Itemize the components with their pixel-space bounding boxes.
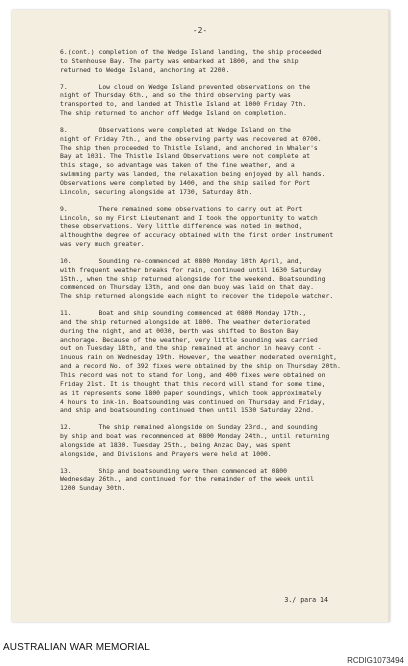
- text-line: 10. Sounding re-commenced at 0800 Monday 10th April, and,: [60, 256, 303, 265]
- text-line: this stage, so advantage was taken of the fine weather, and a: [60, 161, 295, 170]
- text-line: 6.(cont.) completion of the Wedge Island landing, the ship proceeded: [60, 48, 322, 56]
- text-line: althoughthe degree of accuracy obtained with the first order instrument: [60, 231, 334, 240]
- continuation-reference: 3./ para 14: [284, 596, 328, 604]
- text-line: 8. Observations were completed at Wedge Island on the: [60, 125, 291, 134]
- text-line: anchorage. Because of the weather, very little sounding was carried: [60, 335, 318, 344]
- text-line: returned to Wedge Island, anchoring at 2200.: [60, 65, 230, 74]
- document-page: [12, 10, 390, 622]
- institution-caption: AUSTRALIAN WAR MEMORIAL: [3, 642, 150, 653]
- text-line: with frequent weather breaks for rain, continued until 1630 Saturday: [60, 265, 322, 274]
- text-line: night of Friday 7th., and the observing party was recovered at 0700.: [60, 134, 322, 143]
- text-line: alongside at 1830. Tuesday 25th., being Anzac Day, was spent: [60, 440, 291, 449]
- text-line: Lincoln, securing alongside at 1730, Saturday 8th.: [60, 187, 253, 196]
- text-line: 11. Boat and ship sounding commenced at 0800 Monday 17th.,: [60, 309, 307, 318]
- text-line: to Stenhouse Bay. The party was embarked at 1800, and the ship: [60, 56, 299, 65]
- text-line: swimming party was landed, the relaxation being enjoyed by all hands.: [60, 170, 326, 179]
- text-line: 12. The ship remained alongside on Sunday 23rd., and sounding: [60, 423, 318, 432]
- text-line: 4 hours to ink-in. Boatsounding was continued on Thursday and Friday,: [60, 397, 326, 406]
- text-line: these observations. Very little difference was noted in method,: [60, 222, 303, 231]
- text-line: out on Tuesday 18th, and the ship remained at anchor in heavy cont -: [60, 344, 322, 353]
- text-line: Friday 21st. It is thought that this record will stand for some time,: [60, 379, 326, 388]
- text-line: 13. Ship and boatsounding were then commenced at 0800: [60, 466, 288, 475]
- text-line: and a record No. of 392 fixes were obtained by the ship on Thursday 20th.: [60, 362, 341, 371]
- paragraph: [60, 205, 376, 249]
- paragraph: [60, 83, 376, 118]
- text-line: and the ship returned alongside at 1800. The weather deteriorated: [60, 317, 311, 326]
- text-line: was very much greater.: [60, 240, 145, 249]
- text-line: Lincoln, so my First Lieutenant and I took the opportunity to watch: [60, 213, 318, 222]
- text-line: during the night, and at 0030, berth was shifted to Boston Bay: [60, 326, 299, 335]
- document-body: [60, 48, 376, 501]
- record-code: RCDIG1073494: [347, 656, 404, 665]
- text-line: as it represents some 1800 paper soundings, which took approximately: [60, 388, 322, 397]
- text-line: and ship and boatsounding continued then until 1530 Saturday 22nd.: [60, 406, 314, 415]
- text-line: 7. Low cloud on Wedge Island prevented observations on the: [60, 82, 311, 91]
- text-line: 1200 Sunday 30th.: [60, 484, 126, 493]
- paragraph: [60, 48, 376, 75]
- text-line: The ship then proceeded to Thistle Island, and anchored in Whaler's: [60, 143, 318, 152]
- paragraph: [60, 257, 376, 301]
- text-line: Wednesday 26th., and continued for the remainder of the week until: [60, 475, 314, 484]
- text-line: inuous rain on Wednesday 19th. However, the weather moderated overnight,: [60, 353, 338, 362]
- page-number: -2-: [192, 26, 208, 35]
- paragraph: [60, 126, 376, 197]
- text-line: 9. There remained some observations to carry out at Port: [60, 204, 303, 213]
- text-line: transported to, and landed at Thistle Island at 1000 Friday 7th.: [60, 100, 307, 109]
- text-line: night of Thursday 6th., and so the third observing party was: [60, 91, 291, 100]
- text-line: The ship returned to anchor off Wedge Island on completion.: [60, 109, 288, 118]
- paragraph: [60, 423, 376, 458]
- text-line: 15th., when the ship returned alongside for the weekend. Boatsounding: [60, 274, 326, 283]
- text-line: by ship and boat was recommenced at 0800 Monday 24th., until returning: [60, 432, 330, 441]
- text-line: commenced on Thursday 13th, and one dan buoy was laid on that day.: [60, 283, 314, 292]
- text-line: alongside, and Divisions and Prayers were held at 1000.: [60, 449, 272, 458]
- paragraph: [60, 467, 376, 494]
- paragraph: [60, 309, 376, 415]
- text-line: This record was not to stand for long, and 400 fixes were obtained on: [60, 371, 326, 379]
- text-line: Observations were completed by 1400, and the ship sailed for Port: [60, 178, 311, 187]
- text-line: Bay at 1031. The Thistle Island Observations were not complete at: [60, 152, 311, 161]
- text-line: The ship returned alongside each night to recover the tidepole watcher.: [60, 292, 334, 301]
